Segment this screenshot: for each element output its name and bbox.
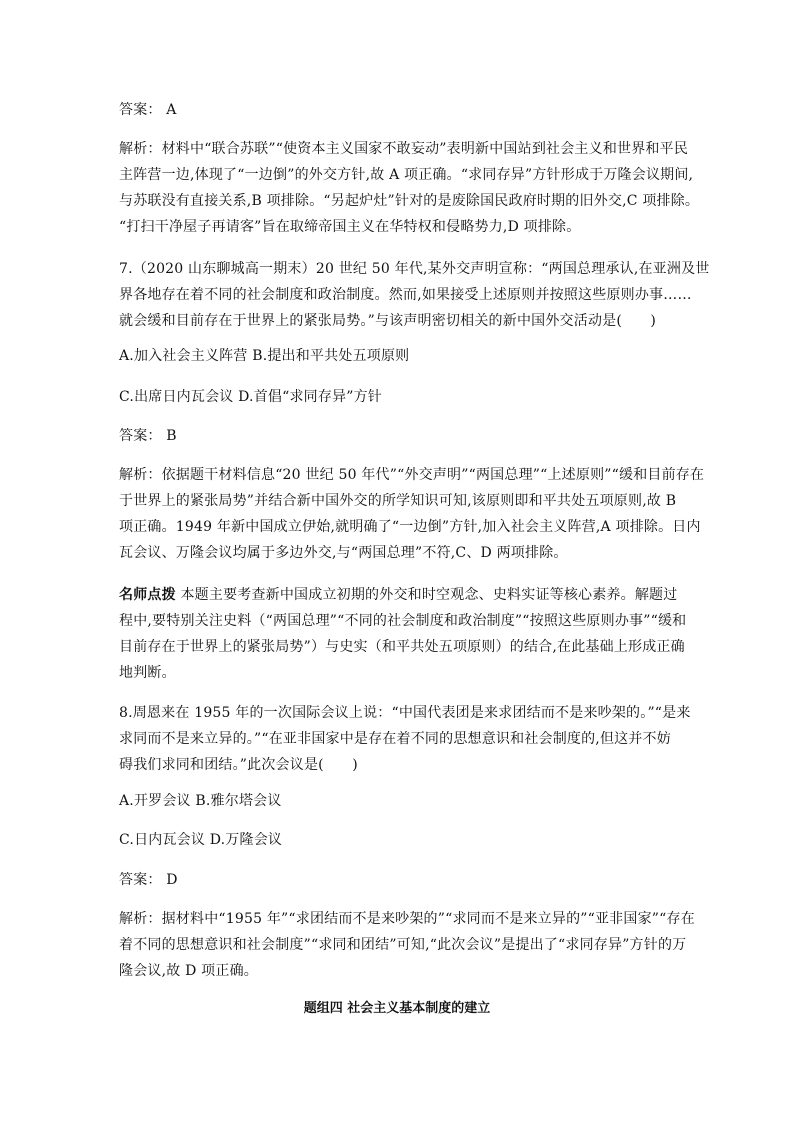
text-line: 解析：据材料中“1955 年”“求团结而不是来吵架的”“求同而不是来立异的”“亚非国家”“存在 [119,911,695,927]
question-8-options-ab [119,788,679,814]
text-line: 隆会议,故 D 项正确。 [119,963,258,979]
text-line [119,582,679,608]
answer-1 [119,97,679,123]
section-title: 题组四 社会主义基本制度的建立 [303,1001,491,1016]
text-line: 着不同的思想意识和社会制度”“求同和团结”可知,“此次会议”是提出了“求同存异”方针的万 [119,937,687,953]
text-line: 与苏联没有直接关系,B 项排除。“另起炉灶”针对的是废除国民政府时期的旧外交,C 项排除。 [119,193,700,209]
tip-text: 本题主要考查新中国成立初期的外交和时空观念、史料实证等核心素养。解题过 [175,587,678,603]
answer-line: 答案： A [119,102,177,118]
text-line: 目前存在于世界上的紧张局势”）与史实（和平共处五项原则）的结合,在此基础上形成正确 [119,639,685,655]
option-line: A.加入社会主义阵营 B.提出和平共处五项原则 [119,348,410,364]
option-line: A.开罗会议 B.雅尔塔会议 [119,793,282,809]
question-7 [119,256,710,334]
text-line: 界各地存在着不同的社会制度和政治制度。然而,如果接受上述原则并按照这些原则办事…… [119,287,692,303]
text-line: 解析：材料中“联合苏联”“使资本主义国家不敢妄动”表明新中国站到社会主义和世界和平民 [119,141,689,157]
text-line: 于世界上的紧张局势”并结合新中国外交的所学知识可知,该原则即和平共处五项原则,故 B [119,493,677,509]
question-7-options-cd [119,384,679,410]
text-line: 程中,要特别关注史料（“两国总理”“不同的社会制度和政治制度”“按照这些原则办事”“缓和 [119,613,687,629]
text-line: “打扫干净屋子再请客”旨在取缔帝国主义在华特权和侵略势力,D 项排除。 [119,219,581,235]
text-line: 项正确。1949 年新中国成立伊始,就明确了“一边倒”方针,加入社会主义阵营,A 项排除。日内 [119,519,701,535]
text-line: 瓦会议、万隆会议均属于多边外交,与“两国总理”不符,C、D 两项排除。 [119,545,568,561]
text-line: 主阵营一边,体现了“一边倒”的外交方针,故 A 项正确。“求同存异”方针形成于万隆会议期间, [119,167,694,183]
answer-line: 答案： B [119,428,177,444]
answer-7 [119,423,679,449]
text-line: 解析：依据题干材料信息“20 世纪 50 年代”“外交声明”“两国总理”“上述原则”“缓和目前存在 [119,467,705,483]
explanation-6 [119,136,700,240]
answer-line: 答案： D [119,872,178,888]
answer-8 [119,867,679,893]
text-line: 7.（2020 山东聊城高一期末）20 世纪 50 年代,某外交声明宣称：“两国总理承认,在亚洲及世 [119,261,710,277]
explanation-7 [119,462,705,566]
tip-label: 名师点拨 [119,587,176,603]
explanation-8 [119,906,695,984]
option-line: C.出席日内瓦会议 D.首倡“求同存异”方针 [119,389,383,405]
teacher-tip [119,582,687,686]
option-line: C.日内瓦会议 D.万隆会议 [119,832,283,848]
text-line: 8.周恩来在 1955 年的一次国际会议上说：“中国代表团是来求团结而不是来吵架的。”“是来 [119,705,691,721]
question-8 [119,700,691,778]
question-7-options-ab [119,343,679,369]
text-line: 求同而不是来立异的。”“在亚非国家中是存在着不同的思想意识和社会制度的,但这并不妨 [119,731,671,747]
text-line: 就会缓和目前存在于世界上的紧张局势。”与该声明密切相关的新中国外交活动是( ) [119,313,657,329]
text-line: 地判断。 [119,665,176,681]
question-8-options-cd [119,827,679,853]
text-line: 碍我们求同和团结。”此次会议是( ) [119,757,358,773]
